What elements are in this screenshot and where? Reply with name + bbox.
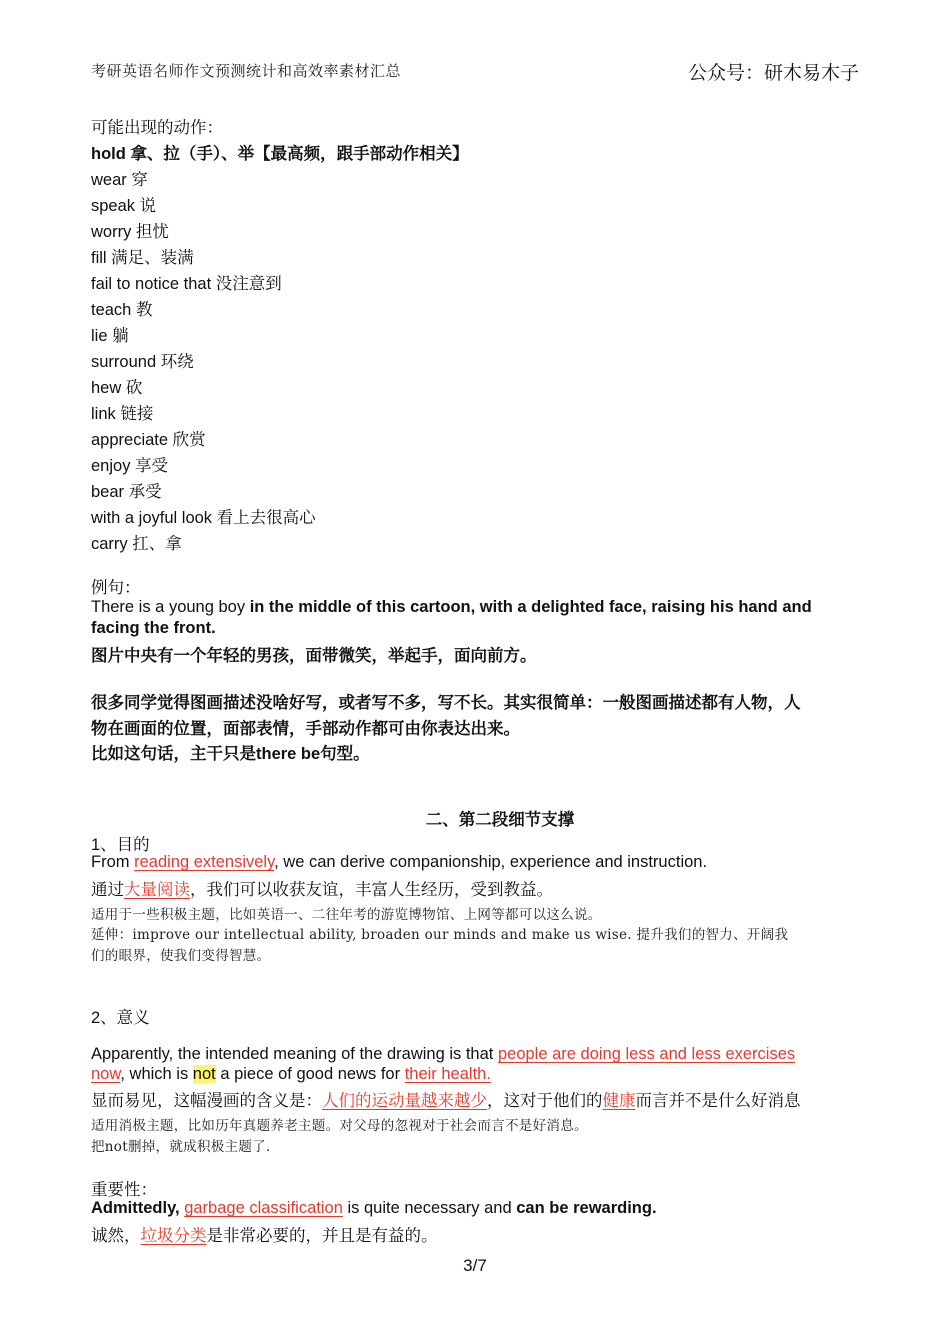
action-item: enjoy 享受 bbox=[91, 457, 169, 475]
action-item: fill 满足、装满 bbox=[91, 249, 194, 267]
meaning-zh-mid: ，这对于他们的 bbox=[487, 1092, 603, 1110]
importance-zh-pre: 诚然， bbox=[91, 1227, 141, 1245]
meaning-note-2: 把not删掉，就成积极主题了. bbox=[91, 1139, 271, 1155]
meaning-en-line-2 bbox=[91, 1065, 491, 1084]
meaning-note-1: 适用消极主题，比如历年真题养老主题。对父母的忽视对于社会而言不是好消息。 bbox=[91, 1118, 588, 1134]
meaning-zh bbox=[91, 1087, 801, 1111]
importance-en-highlight: garbage classification bbox=[184, 1199, 343, 1217]
action-item: surround 环绕 bbox=[91, 353, 194, 371]
meaning-en-mid: , which is bbox=[120, 1065, 193, 1083]
example-zh: 图片中央有一个年轻的男孩，面带微笑，举起手，面向前方。 bbox=[91, 647, 537, 665]
meaning-zh-health: 健康 bbox=[602, 1092, 636, 1110]
example-en-bold: in the middle of this cartoon, with a delighted face, raising his hand and bbox=[249, 598, 812, 616]
example-label: 例句： bbox=[91, 579, 141, 597]
purpose-note-2: 延伸：improve our intellectual ability, broaden our minds and make us wise. 提升我们的智力、开阔我 bbox=[91, 927, 789, 943]
example-en-plain: There is a young boy bbox=[91, 598, 250, 616]
purpose-zh-pre: 通过 bbox=[91, 881, 124, 899]
actions-intro: 可能出现的动作： bbox=[91, 119, 223, 137]
meaning-en-health: their health. bbox=[404, 1065, 491, 1083]
purpose-en-highlight: reading extensively bbox=[134, 853, 275, 871]
actions-bold-line: hold 拿、拉（手）、举【最高频，跟手部动作相关】 bbox=[91, 145, 469, 163]
importance-zh bbox=[91, 1222, 438, 1246]
importance-zh-highlight: 垃圾分类 bbox=[140, 1227, 207, 1245]
meaning-label: 2、意义 bbox=[91, 1009, 150, 1027]
action-item: worry 担忧 bbox=[91, 223, 169, 241]
meaning-en-highlight: people are doing less and less exercises bbox=[497, 1045, 796, 1063]
purpose-label: 1、目的 bbox=[91, 836, 150, 854]
purpose-en-pre: From bbox=[91, 853, 135, 871]
meaning-zh-pre: 显而易见，这幅漫画的含义是： bbox=[91, 1092, 322, 1110]
action-item: speak 说 bbox=[91, 197, 157, 215]
purpose-note-1: 适用于一些积极主题，比如英语一、二往年考的游览博物馆、上网等都可以这么说。 bbox=[91, 907, 602, 923]
meaning-zh-highlight: 人们的运动量越来越少 bbox=[322, 1092, 487, 1110]
purpose-zh bbox=[91, 876, 553, 900]
importance-label: 重要性： bbox=[91, 1181, 157, 1199]
meaning-en-pre: Apparently, the intended meaning of the drawing is that bbox=[91, 1045, 498, 1063]
example-note-1: 很多同学觉得图画描述没啥好写，或者写不多，写不长。其实很简单：一般图画描述都有人物，人 bbox=[91, 694, 801, 712]
importance-en-mid: is quite necessary and bbox=[342, 1199, 517, 1217]
action-item: fail to notice that 没注意到 bbox=[91, 275, 282, 293]
action-item: with a joyful look 看上去很高心 bbox=[91, 509, 316, 527]
action-item: lie 躺 bbox=[91, 327, 129, 345]
importance-zh-post: 是非常必要的，并且是有益的。 bbox=[206, 1227, 438, 1245]
action-item: wear 穿 bbox=[91, 171, 148, 189]
action-item: carry 扛、拿 bbox=[91, 535, 182, 553]
meaning-zh-post: 而言并不是什么好消息 bbox=[635, 1092, 801, 1110]
example-note-3: 比如这句话，主干只是there be句型。 bbox=[91, 745, 370, 763]
meaning-en-not: not bbox=[192, 1065, 216, 1083]
page-number: 3/7 bbox=[463, 1256, 487, 1275]
action-item: teach 教 bbox=[91, 301, 153, 319]
purpose-zh-highlight: 大量阅读 bbox=[124, 881, 190, 899]
purpose-note-3: 们的眼界，使我们变得智慧。 bbox=[91, 948, 271, 964]
section-title: 二、第二段细节支撑 bbox=[425, 811, 575, 829]
importance-en-bold-2: can be rewarding. bbox=[516, 1199, 657, 1217]
purpose-zh-post: ，我们可以收获友谊，丰富人生经历，受到教益。 bbox=[190, 881, 553, 899]
meaning-en-line-1 bbox=[91, 1045, 795, 1064]
purpose-en bbox=[91, 853, 707, 872]
action-item: hew 砍 bbox=[91, 379, 143, 397]
example-en-line-1 bbox=[91, 598, 812, 617]
importance-en-bold-1: Admittedly, bbox=[91, 1199, 185, 1217]
header-title: 考研英语名师作文预测统计和高效率素材汇总 bbox=[91, 62, 402, 80]
example-en-line-2: facing the front. bbox=[91, 619, 216, 637]
header-account: 公众号：研木易木子 bbox=[688, 63, 860, 84]
meaning-en-post: a piece of good news for bbox=[215, 1065, 405, 1083]
action-item: link 链接 bbox=[91, 405, 154, 423]
example-note-2: 物在画面的位置，面部表情，手部动作都可由你表达出来。 bbox=[91, 720, 520, 738]
importance-en bbox=[91, 1199, 657, 1218]
purpose-en-post: , we can derive companionship, experience and instruction. bbox=[274, 853, 708, 871]
meaning-en-now: now bbox=[91, 1065, 121, 1083]
action-item: bear 承受 bbox=[91, 483, 162, 501]
action-item: appreciate 欣赏 bbox=[91, 431, 206, 449]
